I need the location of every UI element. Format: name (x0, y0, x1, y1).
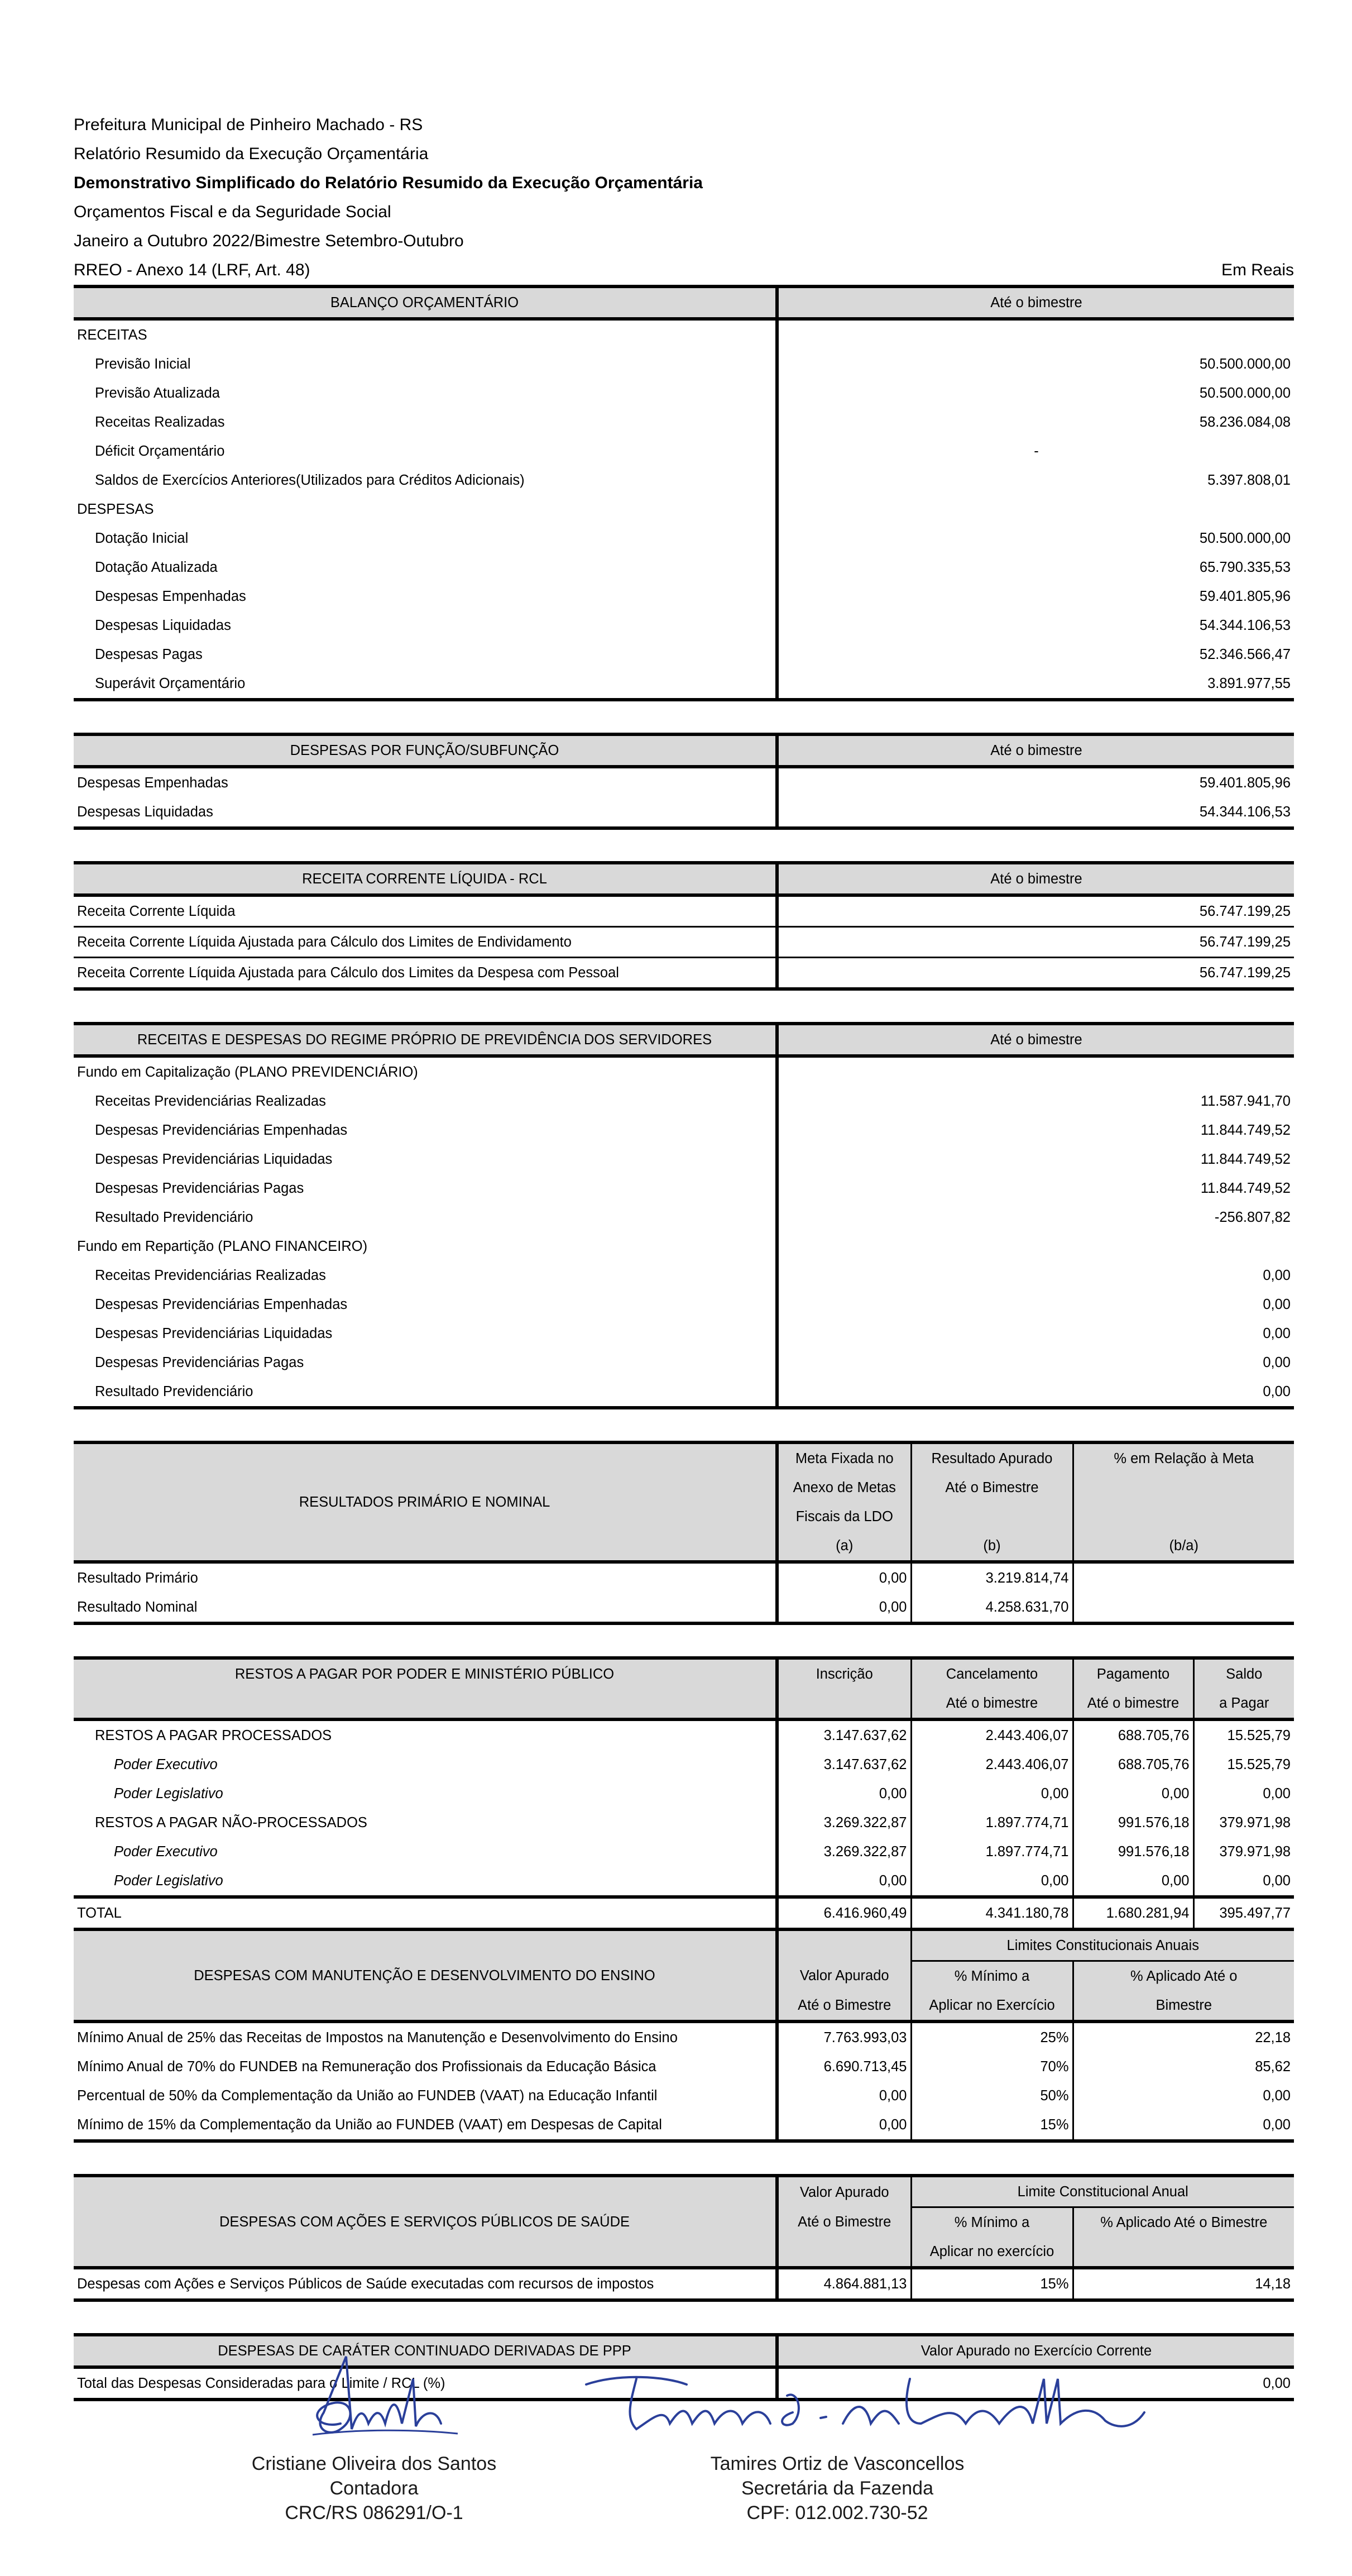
row-label: Despesas Previdenciárias Liquidadas (74, 1319, 777, 1348)
row-pag: 0,00 (1073, 1779, 1193, 1808)
row-value-b: 3.219.814,74 (911, 1562, 1073, 1593)
row-value: 11.844.749,52 (1200, 1122, 1291, 1138)
col-pagamento: Pagamento (1073, 1658, 1193, 1689)
row-label: Despesas Previdenciárias Liquidadas (74, 1145, 777, 1174)
row-value: 54.344.106,53 (777, 797, 1294, 828)
col-a-line: Fiscais da LDO (777, 1502, 911, 1531)
row-label: Mínimo Anual de 70% do FUNDEB na Remuneração dos Profissionais da Educação Básica (74, 2052, 777, 2081)
resultados-table (74, 1441, 1294, 1625)
rcl-col-header: Até o bimestre (777, 863, 1294, 895)
total-canc: 4.341.180,78 (911, 1897, 1073, 1929)
col-pagamento-sub: Até o bimestre (1073, 1689, 1193, 1719)
row-label: Superávit Orçamentário (74, 669, 777, 700)
row-min: 50% (911, 2081, 1073, 2110)
row-value: 56.747.199,25 (777, 958, 1294, 990)
col-a-line: (a) (777, 1531, 911, 1562)
col-minimo: % Mínimo a (911, 1961, 1073, 1991)
row-value: 56.747.199,25 (777, 927, 1294, 958)
row-label: Poder Executivo (74, 1750, 777, 1779)
row-saldo: 15.525,79 (1227, 1728, 1291, 1743)
saude-title: DESPESAS COM AÇÕES E SERVIÇOS PÚBLICOS DE SAÚDE (74, 2176, 777, 2268)
receitas-label: RECEITAS (74, 319, 777, 350)
row-label: Receitas Previdenciárias Realizadas (74, 1087, 777, 1116)
row-value: 56.747.199,25 (777, 895, 1294, 927)
rpps-col-header: Até o bimestre (777, 1024, 1294, 1056)
col-minimo: % Mínimo a (911, 2207, 1073, 2238)
ensino-limits-header: Limites Constitucionais Anuais (911, 1931, 1294, 1961)
total-saldo: 395.497,77 (1193, 1897, 1294, 1929)
row-label: Despesas Previdenciárias Pagas (74, 1348, 777, 1377)
header-annex: RREO - Anexo 14 (LRF, Art. 48) (74, 261, 310, 279)
row-label: Resultado Previdenciário (74, 1203, 777, 1232)
signer-role: Contadora (329, 2478, 419, 2499)
row-label: Dotação Atualizada (74, 553, 777, 582)
row-value: 11.844.749,52 (1200, 1151, 1291, 1167)
row-insc: 3.147.637,62 (777, 1719, 911, 1750)
col-aplicado: % Aplicado Até o (1073, 1961, 1294, 1991)
ppp-col-header: Valor Apurado no Exercício Corrente (777, 2335, 1294, 2367)
row-saldo: 15.525,79 (1227, 1757, 1291, 1772)
row-value: 11.587.941,70 (1200, 1093, 1291, 1109)
row-label: Despesas Previdenciárias Empenhadas (74, 1116, 777, 1145)
col-b-line: (b) (911, 1531, 1073, 1562)
col-c-line: % em Relação à Meta (1073, 1442, 1294, 1473)
row-value-c (1073, 1593, 1294, 1623)
row-canc: 2.443.406,07 (911, 1750, 1073, 1779)
row-label: Despesas Empenhadas (74, 767, 777, 797)
signer-name: Tamires Ortiz de Vasconcellos (710, 2453, 965, 2474)
col-aplicado-sub: Bimestre (1073, 1991, 1294, 2021)
row-label: Receita Corrente Líquida Ajustada para Cálculo dos Limites da Despesa com Pessoal (74, 958, 777, 990)
row-insc: 3.269.322,87 (777, 1837, 911, 1866)
row-label: Previsão Atualizada (74, 379, 777, 408)
row-min: 70% (911, 2052, 1073, 2081)
row-value: 65.790.335,53 (1199, 560, 1291, 575)
balanco-col-header: Até o bimestre (777, 286, 1294, 319)
row-label: RESTOS A PAGAR NÃO-PROCESSADOS (74, 1808, 777, 1837)
signature-block-secretaria (586, 2345, 1089, 2525)
row-label: Dotação Inicial (74, 524, 777, 553)
col-minimo-sub: Aplicar no exercício (911, 2237, 1073, 2268)
row-value: 50.500.000,00 (1199, 531, 1291, 546)
row-saldo: 0,00 (1263, 1786, 1291, 1801)
row-canc: 1.897.774,71 (911, 1837, 1073, 1866)
row-value: 3.891.977,55 (777, 669, 1294, 700)
row-val: 0,00 (777, 2081, 911, 2110)
row-insc: 0,00 (777, 1866, 911, 1897)
saude-table (74, 2174, 1294, 2302)
row-canc: 0,00 (911, 1866, 1073, 1897)
row-label: Receita Corrente Líquida (74, 895, 777, 927)
row-value: 59.401.805,96 (1199, 589, 1291, 604)
col-b-line: Até o Bimestre (911, 1473, 1073, 1502)
header-unit: Em Reais (1221, 261, 1294, 279)
row-label: Receita Corrente Líquida Ajustada para Cálculo dos Limites de Endividamento (74, 927, 777, 958)
row-pag: 688.705,76 (1073, 1719, 1193, 1750)
row-label: RESTOS A PAGAR PROCESSADOS (74, 1719, 777, 1750)
row-label: Despesas Previdenciárias Empenhadas (74, 1290, 777, 1319)
row-val: 7.763.993,03 (777, 2021, 911, 2052)
row-label: Previsão Inicial (74, 350, 777, 379)
row-value: 0,00 (1263, 1268, 1291, 1283)
row-pag: 0,00 (1073, 1866, 1193, 1897)
row-value: -256.807,82 (1214, 1210, 1291, 1225)
rpps-table (74, 1022, 1294, 1409)
col-valor-sub: Até o Bimestre (777, 1991, 911, 2021)
col-cancelamento-sub: Até o bimestre (911, 1689, 1073, 1719)
signer-registration: CPF: 012.002.730-52 (746, 2502, 928, 2524)
ppp-title: DESPESAS DE CARÁTER CONTINUADO DERIVADAS DE PPP (74, 2335, 777, 2367)
row-apl: 0,00 (1073, 2110, 1294, 2141)
report-header (74, 111, 1294, 285)
row-pag: 991.576,18 (1073, 1808, 1193, 1837)
row-value: 11.844.749,52 (1200, 1181, 1291, 1196)
row-pag: 991.576,18 (1073, 1837, 1193, 1866)
despesas-label: DESPESAS (74, 495, 777, 524)
row-label: Total das Despesas Consideradas para o Limite / RCL (%) (74, 2367, 777, 2400)
row-value: 58.236.084,08 (1199, 414, 1291, 430)
signer-name: Cristiane Oliveira dos Santos (251, 2453, 497, 2474)
row-saldo: 0,00 (1193, 1866, 1294, 1897)
saude-limit-header: Limite Constitucional Anual (911, 2176, 1294, 2207)
row-label: Despesas com Ações e Serviços Públicos de Saúde executadas com recursos de impostos (74, 2268, 777, 2300)
col-b-line: Resultado Apurado (911, 1442, 1073, 1473)
row-value: 0,00 (1263, 1326, 1291, 1341)
signer-registration: CRC/RS 086291/O-1 (285, 2502, 463, 2524)
row-label: Despesas Pagas (74, 640, 777, 669)
col-saldo-sub: a Pagar (1193, 1689, 1294, 1719)
row-value-a: 0,00 (777, 1593, 911, 1623)
row-insc: 3.269.322,87 (777, 1808, 911, 1837)
signature-block-contadora (123, 2345, 625, 2525)
row-label: Despesas Liquidadas (74, 797, 777, 828)
row-canc: 2.443.406,07 (911, 1719, 1073, 1750)
signer-role: Secretária da Fazenda (741, 2478, 933, 2499)
ensino-title: DESPESAS COM MANUTENÇÃO E DESENVOLVIMENTO DO ENSINO (74, 1931, 777, 2021)
total-label: TOTAL (74, 1897, 777, 1929)
row-val: 4.864.881,13 (777, 2268, 911, 2300)
row-value: 5.397.808,01 (1207, 472, 1291, 488)
row-label: Resultado Previdenciário (74, 1377, 777, 1408)
resultados-title: RESULTADOS PRIMÁRIO E NOMINAL (74, 1442, 777, 1562)
restos-table (74, 1656, 1294, 1931)
funcao-col-header: Até o bimestre (777, 734, 1294, 767)
row-label: Despesas Liquidadas (74, 611, 777, 640)
row-label: Despesas Previdenciárias Pagas (74, 1174, 777, 1203)
col-saldo: Saldo (1193, 1658, 1294, 1689)
col-c-line: (b/a) (1073, 1531, 1294, 1562)
rpps-title: RECEITAS E DESPESAS DO REGIME PRÓPRIO DE PREVIDÊNCIA DOS SERVIDORES (74, 1024, 777, 1056)
row-label: Poder Executivo (74, 1837, 777, 1866)
row-value-c (1073, 1562, 1294, 1593)
row-canc: 0,00 (911, 1779, 1073, 1808)
rcl-title: RECEITA CORRENTE LÍQUIDA - RCL (74, 863, 777, 895)
row-value: 54.344.106,53 (1199, 618, 1291, 633)
row-min: 15% (911, 2268, 1073, 2300)
row-value: 0,00 (1263, 1355, 1291, 1370)
col-valor: Valor Apurado (777, 2176, 911, 2207)
col-valor-sub: Até o Bimestre (777, 2207, 911, 2238)
row-value-b: 4.258.631,70 (911, 1593, 1073, 1623)
row-apl: 14,18 (1073, 2268, 1294, 2300)
row-label: Despesas Empenhadas (74, 582, 777, 611)
restos-title: RESTOS A PAGAR POR PODER E MINISTÉRIO PÚBLICO (74, 1658, 777, 1689)
balanco-title: BALANÇO ORÇAMENTÁRIO (74, 286, 777, 319)
row-value-a: 0,00 (777, 1562, 911, 1593)
row-label: Saldos de Exercícios Anteriores(Utilizados para Créditos Adicionais) (74, 466, 777, 495)
row-label: Mínimo Anual de 25% das Receitas de Impostos na Manutenção e Desenvolvimento do Ensino (74, 2021, 777, 2052)
row-saldo: 379.971,98 (1219, 1844, 1291, 1860)
total-pag: 1.680.281,94 (1073, 1897, 1193, 1929)
row-label: Mínimo de 15% da Complementação da União ao FUNDEB (VAAT) em Despesas de Capital (74, 2110, 777, 2141)
header-line-municipality: Prefeitura Municipal de Pinheiro Machado - RS (74, 116, 423, 134)
total-insc: 6.416.960,49 (777, 1897, 911, 1929)
row-canc: 1.897.774,71 (911, 1808, 1073, 1837)
row-insc: 0,00 (777, 1779, 911, 1808)
row-apl: 0,00 (1263, 2088, 1291, 2104)
row-pag: 688.705,76 (1073, 1750, 1193, 1779)
header-line-report: Relatório Resumido da Execução Orçamentária (74, 145, 429, 163)
header-line-title: Demonstrativo Simplificado do Relatório Resumido da Execução Orçamentária (74, 174, 703, 192)
col-valor: Valor Apurado (777, 1961, 911, 1991)
row-value: 52.346.566,47 (1199, 647, 1291, 662)
col-a-line: Anexo de Metas (777, 1473, 911, 1502)
signature-scribble (274, 2345, 474, 2451)
signature-scribble (553, 2345, 1167, 2451)
rcl-table (74, 861, 1294, 991)
row-value: 50.500.000,00 (1199, 385, 1291, 401)
header-line-budgets: Orçamentos Fiscal e da Seguridade Social (74, 203, 391, 221)
col-cancelamento: Cancelamento (911, 1658, 1073, 1689)
row-label: Déficit Orçamentário (74, 437, 777, 466)
funcao-title: DESPESAS POR FUNÇÃO/SUBFUNÇÃO (74, 734, 777, 767)
col-inscricao: Inscrição (777, 1658, 911, 1689)
row-value: 50.500.000,00 (1199, 356, 1291, 372)
rpps-rep-label: Fundo em Repartição (PLANO FINANCEIRO) (74, 1232, 777, 1261)
row-apl: 85,62 (1255, 2059, 1291, 2075)
row-label: Percentual de 50% da Complementação da União ao FUNDEB (VAAT) na Educação Infantil (74, 2081, 777, 2110)
row-value: 0,00 (1263, 1297, 1291, 1312)
row-label: Poder Legislativo (74, 1866, 777, 1897)
col-minimo-sub: Aplicar no Exercício (911, 1991, 1073, 2021)
funcao-table (74, 733, 1294, 830)
row-min: 15% (911, 2110, 1073, 2141)
row-min: 25% (911, 2021, 1073, 2052)
row-val: 6.690.713,45 (777, 2052, 911, 2081)
row-label: Resultado Nominal (74, 1593, 777, 1623)
row-value: 0,00 (777, 2367, 1294, 2400)
row-value: 0,00 (777, 1377, 1294, 1408)
row-label: Receitas Realizadas (74, 408, 777, 437)
report-page (74, 111, 1294, 2401)
row-apl: 22,18 (1255, 2030, 1291, 2045)
row-label: Receitas Previdenciárias Realizadas (74, 1261, 777, 1290)
row-insc: 3.147.637,62 (777, 1750, 911, 1779)
balanco-table (74, 285, 1294, 701)
header-line-period: Janeiro a Outubro 2022/Bimestre Setembro-Outubro (74, 232, 464, 250)
row-value: - (1034, 443, 1039, 459)
ensino-table (74, 1931, 1294, 2143)
col-aplicado: % Aplicado Até o Bimestre (1073, 2207, 1294, 2238)
row-saldo: 379.971,98 (1219, 1815, 1291, 1831)
row-label: Poder Legislativo (74, 1779, 777, 1808)
rpps-cap-label: Fundo em Capitalização (PLANO PREVIDENCIÁRIO) (74, 1056, 777, 1087)
col-a-line: Meta Fixada no (777, 1442, 911, 1473)
row-value: 59.401.805,96 (1199, 775, 1291, 791)
row-val: 0,00 (777, 2110, 911, 2141)
row-label: Resultado Primário (74, 1562, 777, 1593)
